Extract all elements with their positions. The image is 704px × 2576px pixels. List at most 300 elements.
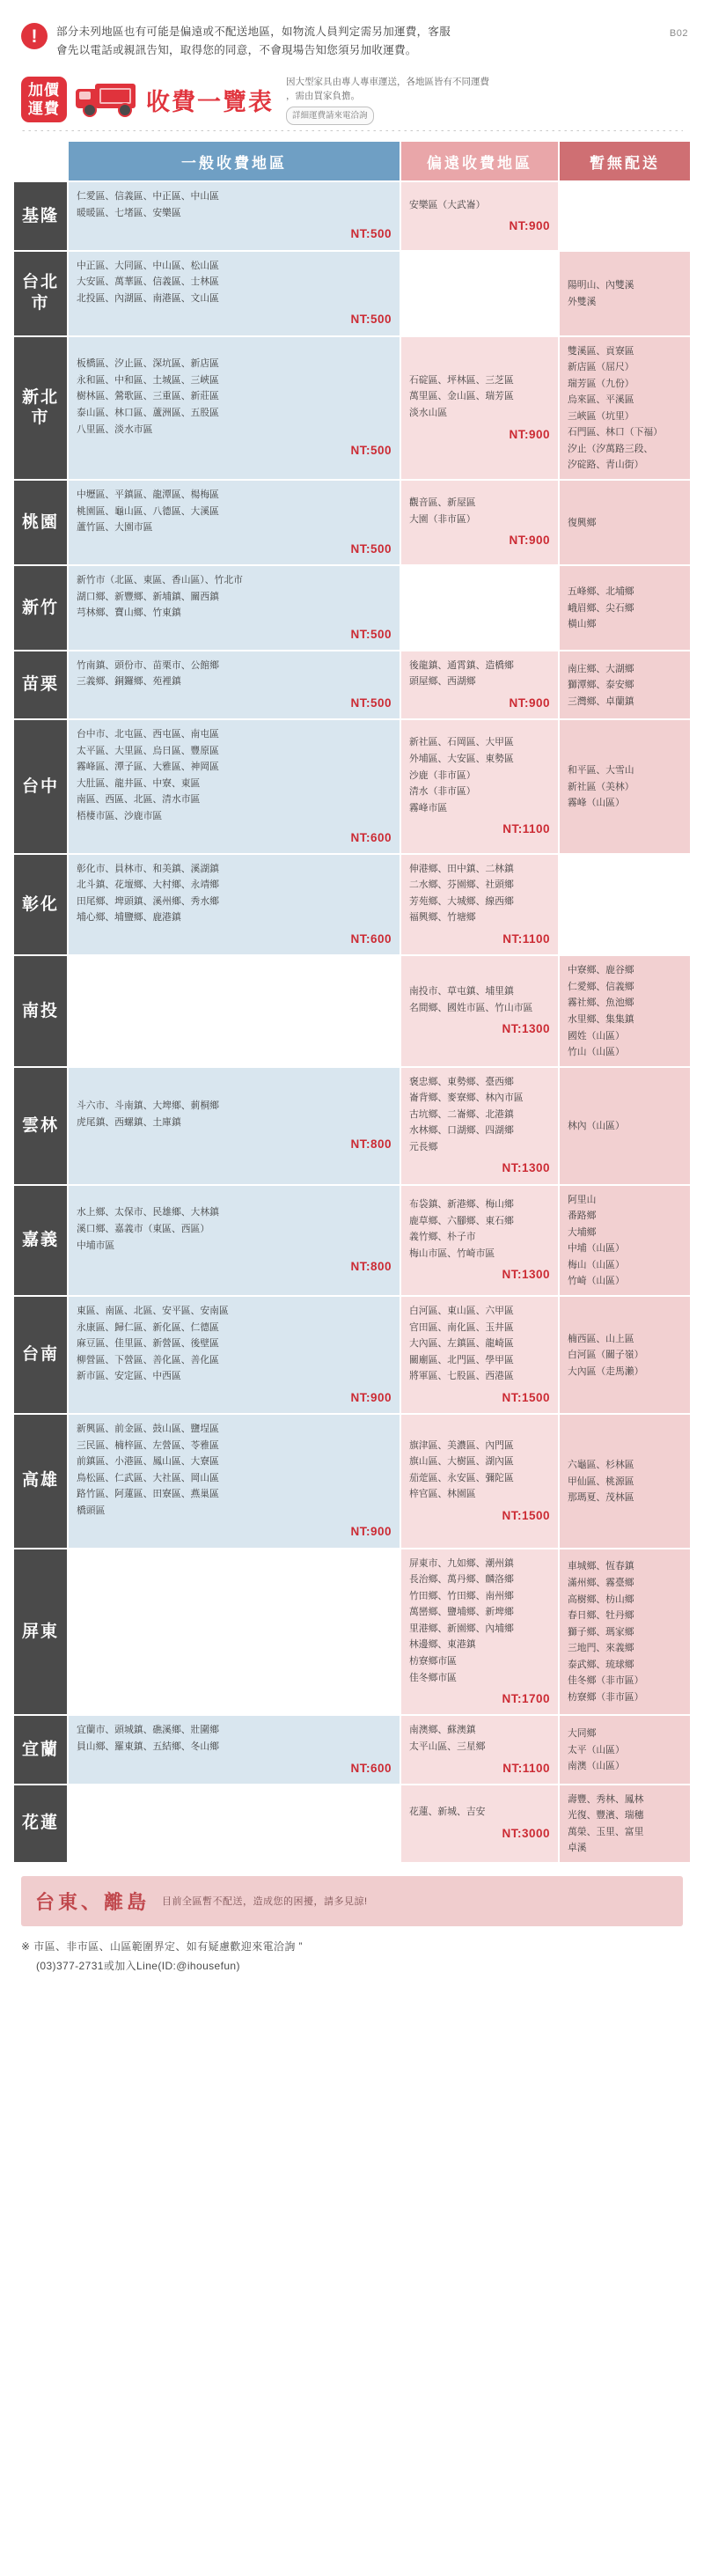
zone-area-line: 和平區、大雪山: [568, 765, 634, 776]
zone-area-line: 大內區（走馬瀨）: [568, 1365, 644, 1377]
zone-cell-c: [559, 1414, 691, 1549]
zone-area-line: 白河區、東山區、六甲區: [409, 1306, 514, 1317]
zone-area-line: 將軍區、七股區、西港區: [409, 1371, 514, 1382]
zone-area-line: 竹山（山區）: [568, 1047, 625, 1058]
delivery-truck-icon: [76, 80, 137, 119]
table-row: [13, 251, 691, 336]
city-label: 彰化: [13, 854, 68, 955]
zone-area-line: 五峰鄉、北埔鄉: [568, 586, 634, 598]
zone-area-line: 泰山區、林口區、蘆洲區、五股區: [77, 407, 219, 418]
zone-area-line: 大內區、左鎮區、龍崎區: [409, 1338, 514, 1350]
zone-area-list: [409, 197, 550, 214]
zone-area-line: 新店區（屈尺）: [568, 362, 634, 373]
zone-area-line: 伸港鄉、田中鎮、二林鎮: [409, 863, 514, 874]
zone-area-line: 壽豐、秀林、鳳林: [568, 1793, 644, 1805]
zone-area-line: 褒忠鄉、東勢鄉、臺西鄉: [409, 1076, 514, 1087]
notice-line-1: 部分未列地區也有可能是偏遠或不配送地區，如物流人員判定需另加運費，客服: [56, 26, 451, 38]
page-code: B02: [669, 28, 688, 39]
zone-area-line: 水上鄉、太保市、民雄鄉、大林鎮: [77, 1207, 219, 1218]
zone-area-line: 芎林鄉、寶山鄉、竹東鎮: [77, 607, 181, 619]
zone-area-line: 泰武鄉、琉球鄉: [568, 1659, 634, 1670]
zone-area-line: 南庄鄉、大湖鄉: [568, 663, 634, 674]
zone-cell-b: [400, 719, 559, 854]
zone-area-list: [568, 1192, 682, 1290]
zone-area-line: 二水鄉、芬園鄉、社頭鄉: [409, 880, 514, 891]
zone-area-line: 瑞芳區（九份）: [568, 378, 634, 389]
zone-area-line: 太平（山區）: [568, 1744, 625, 1755]
zone-price: NT:1100: [502, 932, 550, 946]
zone-area-line: 鳥松區、仁武區、大社區、岡山區: [77, 1472, 219, 1483]
zone-price: NT:900: [509, 696, 550, 710]
city-label: 桃園: [13, 480, 68, 565]
city-label: 台北市: [13, 251, 68, 336]
zone-area-list: [568, 962, 682, 1060]
city-label: 新北市: [13, 336, 68, 481]
city-label: 台中: [13, 719, 68, 854]
table-row: [13, 854, 691, 955]
zone-price: NT:1300: [502, 1022, 550, 1036]
zone-area-line: 路竹區、阿蓮區、田寮區、燕巢區: [77, 1489, 219, 1500]
zone-area-line: 永和區、中和區、土城區、三峽區: [77, 374, 219, 386]
zone-area-line: 外埔區、大安區、東勢區: [409, 754, 514, 765]
zone-area-list: [77, 188, 392, 221]
zone-area-line: 麻豆區、佳里區、新營區、後壁區: [77, 1338, 219, 1350]
zone-cell-a: [68, 1296, 400, 1414]
zone-cell-c: [559, 1785, 691, 1863]
zone-cell-a: [68, 1185, 400, 1296]
zone-price: NT:600: [350, 932, 392, 946]
zone-cell-c: [559, 336, 691, 481]
zone-area-line: 萬里區、金山區、瑞芳區: [409, 391, 514, 402]
zone-area-line: 梅山（山區）: [568, 1259, 625, 1270]
zone-area-line: 沙鹿（非市區）: [409, 769, 476, 781]
notice-text: [56, 23, 451, 61]
table-row: [13, 1785, 691, 1863]
zone-area-line: 旗津區、美濃區、內門區: [409, 1439, 514, 1451]
zone-cell-a: [68, 1067, 400, 1185]
table-row: [13, 719, 691, 854]
zone-area-line: 梅山市區、竹崎市區: [409, 1248, 495, 1259]
zone-area-line: 前鎮區、小港區、鳳山區、大寮區: [77, 1456, 219, 1468]
zone-cell-b: [400, 251, 559, 336]
zone-area-line: 仁愛鄉、信義鄉: [568, 981, 634, 992]
surcharge-badge: [21, 77, 67, 122]
zone-area-line: 阿里山: [568, 1194, 597, 1205]
zone-area-line: 三峽區（坑里）: [568, 410, 634, 422]
zone-area-line: 芳苑鄉、大城鄉、線西鄉: [409, 895, 514, 907]
zone-cell-a: [68, 854, 400, 955]
zone-area-list: [568, 584, 682, 633]
zone-area-line: 霧峰區、潭子區、大雅區、神岡區: [77, 762, 219, 773]
zone-area-line: 板橋區、汐止區、深坑區、新店區: [77, 358, 219, 370]
zone-cell-a: [68, 1715, 400, 1784]
zone-cell-c: [559, 1067, 691, 1185]
city-label: 台南: [13, 1296, 68, 1414]
zone-cell-b: [400, 955, 559, 1066]
zone-area-line: 台中市、北屯區、西屯區、南屯區: [77, 729, 219, 740]
zone-area-line: 鹿草鄉、六腳鄉、東石鄉: [409, 1215, 514, 1226]
header-general-area: 一般收費地區: [68, 141, 400, 181]
zone-area-line: 名間鄉、國姓市區、竹山市區: [409, 1002, 533, 1013]
zone-cell-b: [400, 1549, 559, 1716]
zone-cell-c: [559, 651, 691, 719]
zone-area-list: [77, 658, 392, 690]
zone-price: NT:900: [509, 534, 550, 548]
zone-area-line: 中正區、大同區、中山區、松山區: [77, 260, 219, 271]
zone-area-list: [409, 658, 550, 690]
zone-area-line: 新社區（美林）: [568, 781, 634, 792]
zone-cell-c: [559, 480, 691, 565]
city-label: 花蓮: [13, 1785, 68, 1863]
zone-area-line: 橫山鄉: [568, 619, 597, 630]
zone-area-line: 枋寮鄉市區: [409, 1656, 457, 1667]
zone-cell-c: [559, 565, 691, 651]
zone-area-line: 三民區、楠梓區、左營區、苓雅區: [77, 1439, 219, 1451]
zone-area-line: 元長鄉: [409, 1141, 438, 1152]
zone-cell-a: [68, 719, 400, 854]
city-label: 宜蘭: [13, 1715, 68, 1784]
table-row: [13, 651, 691, 719]
zone-area-list: [77, 1098, 392, 1130]
zone-cell-c: [559, 251, 691, 336]
zone-price: NT:900: [509, 219, 550, 233]
zone-area-list: [77, 1204, 392, 1254]
zone-price: NT:1300: [502, 1161, 550, 1175]
zone-price: NT:1500: [502, 1390, 550, 1404]
zone-area-line: 白河區（關子嶺）: [568, 1350, 644, 1361]
zone-area-line: 楠西區、山上區: [568, 1333, 634, 1344]
zone-area-list: [409, 1303, 550, 1385]
fee-table-head: [13, 141, 691, 181]
banner: [21, 75, 683, 126]
notice-line-2: 會先以電話或親訊告知，取得您的同意，不會現場告知您須另加收運費。: [56, 44, 417, 57]
table-header-row: [13, 141, 691, 181]
zone-area-line: 湖口鄉、新豐鄉、新埔鎮、關西鎮: [77, 591, 219, 602]
zone-cell-b: [400, 480, 559, 565]
zone-area-list: [568, 1457, 682, 1506]
zone-area-line: 樹林區、鶯歌區、三重區、新莊區: [77, 391, 219, 402]
zone-area-list: [568, 1118, 682, 1135]
zone-cell-c: [559, 955, 691, 1066]
zone-area-line: 屏東市、九如鄉、潮州鎮: [409, 1557, 514, 1569]
zone-area-line: 獅子鄉、瑪家鄉: [568, 1626, 634, 1638]
city-label: 苗栗: [13, 651, 68, 719]
zone-area-list: [409, 1556, 550, 1687]
zone-price: NT:800: [350, 1137, 392, 1151]
zone-price: NT:900: [350, 1390, 392, 1404]
zone-area-line: 國姓（山區）: [568, 1030, 625, 1041]
zone-cell-b: [400, 1785, 559, 1863]
zone-area-line: 竹田鄉、竹田鄉、南州鄉: [409, 1590, 514, 1601]
zone-cell-c: [559, 1296, 691, 1414]
zone-area-line: 里港鄉、新園鄉、內埔鄉: [409, 1623, 514, 1634]
zone-area-line: 林邊鄉、東港鎮: [409, 1639, 476, 1651]
zone-area-line: 桃園區、龜山區、八德區、大溪區: [77, 505, 219, 517]
zone-area-list: [409, 495, 550, 527]
zone-cell-a: [68, 251, 400, 336]
zone-area-line: 官田區、南化區、玉井區: [409, 1321, 514, 1333]
zone-area-line: 太平區、大里區、烏日區、豐原區: [77, 745, 219, 756]
zone-area-list: [409, 1196, 550, 1262]
zone-area-line: 宜蘭市、頭城鎮、礁溪鄉、壯圍鄉: [77, 1725, 219, 1736]
zone-cell-b: [400, 336, 559, 481]
zone-area-line: 清水（非市區）: [409, 786, 476, 798]
zone-area-list: [77, 572, 392, 622]
table-row: [13, 1715, 691, 1784]
table-row: [13, 1549, 691, 1716]
zone-area-line: 竹南鎮、頭份市、苗栗市、公館鄉: [77, 659, 219, 671]
zone-area-line: 南投市、草屯鎮、埔里鎮: [409, 986, 514, 997]
zone-area-list: [409, 1438, 550, 1503]
exclamation-icon: !: [21, 23, 48, 49]
zone-price: NT:900: [350, 1525, 392, 1539]
banner-subtitle: [286, 75, 489, 126]
zone-area-line: 觀音區、新屋區: [409, 497, 476, 509]
zone-area-line: 大安區、萬華區、信義區、士林區: [77, 276, 219, 288]
zone-area-line: 長治鄉、萬丹鄉、麟洛鄉: [409, 1574, 514, 1586]
zone-area-list: [568, 762, 682, 812]
zone-cell-b: [400, 854, 559, 955]
zone-area-line: 後龍鎮、通霄鎮、造橋鄉: [409, 659, 514, 671]
zone-area-line: 烏來區、平溪區: [568, 394, 634, 406]
zone-price: NT:800: [350, 1260, 392, 1274]
zone-price: NT:500: [350, 541, 392, 556]
zone-area-line: 旗山區、大樹區、湖內區: [409, 1456, 514, 1468]
zone-price: NT:1700: [502, 1692, 550, 1706]
zone-area-line: 枋寮鄉（非市區）: [568, 1691, 644, 1703]
zone-area-line: 暖暖區、七堵區、安樂區: [77, 207, 181, 218]
zone-area-line: 南區、西區、北區、清水市區: [77, 794, 201, 806]
zone-area-line: 淡水山區: [409, 407, 448, 418]
zone-area-line: 高樹鄉、枋山鄉: [568, 1593, 634, 1605]
city-label: 基隆: [13, 181, 68, 250]
zone-price: NT:500: [350, 313, 392, 327]
zone-area-list: [77, 356, 392, 438]
zone-area-line: 柳營區、下營區、善化區、善化區: [77, 1354, 219, 1365]
zone-area-line: 那瑪夏、茂林區: [568, 1492, 634, 1504]
zone-area-line: 大肚區、龍井區、中寮、東區: [77, 777, 201, 789]
zone-area-list: [568, 1558, 682, 1705]
zone-area-line: 汐碇路、青山街）: [568, 460, 644, 471]
zone-cell-b: [400, 651, 559, 719]
zone-area-line: 大園（非市區）: [409, 513, 476, 525]
zone-area-line: 佳冬鄉市區: [409, 1672, 457, 1683]
zone-price: NT:1100: [502, 1761, 550, 1775]
zone-price: NT:500: [350, 444, 392, 458]
zone-area-line: 汐止（汐萬路三段、: [568, 443, 654, 454]
zone-area-line: 義竹鄉、朴子市: [409, 1232, 476, 1243]
zone-cell-c: [559, 181, 691, 250]
zone-area-line: 中埔市區: [77, 1240, 115, 1251]
city-label: 屏東: [13, 1549, 68, 1716]
zone-area-line: 霧峰市區: [409, 802, 448, 813]
zone-area-list: [77, 1303, 392, 1385]
zone-area-list: [409, 1074, 550, 1156]
contact-line-2[interactable]: (03)377-2731或加入Line(ID:@ihousefun): [36, 1960, 240, 1973]
zone-price: NT:1500: [502, 1508, 550, 1522]
zone-area-line: 八里區、淡水市區: [77, 423, 153, 435]
zone-area-line: 佳冬鄉（非市區）: [568, 1675, 644, 1687]
zone-cell-a: [68, 181, 400, 250]
zone-area-line: 虎尾鎮、西螺鎮、土庫鎮: [77, 1117, 181, 1129]
zone-area-line: 大同鄉: [568, 1728, 597, 1740]
city-label: 南投: [13, 955, 68, 1066]
zone-area-line: 霧社鄉、魚池鄉: [568, 997, 634, 1009]
zone-area-line: 布袋鎮、新港鄉、梅山鄉: [409, 1199, 514, 1211]
zone-cell-c: [559, 1549, 691, 1716]
zone-area-line: 大埔鄉: [568, 1226, 597, 1238]
zone-area-list: [568, 515, 682, 532]
zone-area-line: 滿州鄉、霧臺鄉: [568, 1578, 634, 1589]
zone-area-line: 車城鄉、恆春鎮: [568, 1561, 634, 1572]
zone-price: NT:3000: [502, 1827, 550, 1841]
banner-sub-line-1: 因大型家具由專人專車運送，各地區皆有不同運費: [286, 76, 489, 87]
zone-cell-c: [559, 854, 691, 955]
table-row: [13, 1067, 691, 1185]
zone-area-line: 新社區、石岡區、大甲區: [409, 737, 514, 748]
city-label: 新竹: [13, 565, 68, 651]
zone-area-line: 茄萣區、永安區、彌陀區: [409, 1472, 514, 1483]
zone-area-line: 北斗鎮、花壇鄉、大村鄉、永靖鄉: [77, 880, 219, 891]
zone-cell-c: [559, 1715, 691, 1784]
zone-price: NT:600: [350, 1761, 392, 1775]
zone-area-list: [568, 1792, 682, 1857]
zone-area-line: 中壢區、平鎮區、龍潭區、楊梅區: [77, 489, 219, 501]
zone-area-list: [409, 372, 550, 422]
zone-cell-c: [559, 719, 691, 854]
table-row: [13, 1185, 691, 1296]
zone-cell-b: [400, 1185, 559, 1296]
zone-area-line: 彰化市、員林市、和美鎮、溪湖鎮: [77, 863, 219, 874]
divider-dots: [21, 130, 683, 131]
city-label: 高雄: [13, 1414, 68, 1549]
zone-area-line: 仁愛區、信義區、中正區、中山區: [77, 191, 219, 202]
zone-area-line: 萬巒鄉、鹽埔鄉、新埤鄉: [409, 1607, 514, 1618]
zone-cell-a: [68, 480, 400, 565]
zone-area-line: 古坑鄉、二崙鄉、北港鎮: [409, 1108, 514, 1120]
zone-area-line: 斗六市、斗南鎮、大埤鄉、莿桐鄉: [77, 1100, 219, 1112]
zone-area-list: [568, 1331, 682, 1380]
zone-area-line: 石門區、林口（下福）: [568, 427, 663, 438]
zone-price: NT:1100: [502, 822, 550, 836]
zone-area-line: 溪口鄉、嘉義市（東區、西區）: [77, 1223, 210, 1234]
zone-area-line: 竹崎（山區）: [568, 1276, 625, 1287]
zone-area-list: [409, 1804, 550, 1821]
table-row: [13, 1296, 691, 1414]
zone-area-line: 霧峰（山區）: [568, 798, 625, 809]
zone-area-line: 東區、南區、北區、安平區、安南區: [77, 1306, 229, 1317]
city-label: 雲林: [13, 1067, 68, 1185]
zone-area-line: 春日鄉、牡丹鄉: [568, 1610, 634, 1622]
zone-area-line: 安樂區（大武崙）: [409, 199, 486, 210]
zone-area-line: 太平山區、三星鄉: [409, 1741, 486, 1752]
zone-area-line: 三義鄉、銅鑼鄉、苑裡鎮: [77, 676, 181, 688]
outlying-islands-footer: [21, 1876, 683, 1926]
zone-area-line: 田尾鄉、埤頭鎮、溪州鄉、秀水鄉: [77, 895, 219, 907]
table-row: [13, 336, 691, 481]
zone-area-line: 新興區、前金區、鼓山區、鹽埕區: [77, 1424, 219, 1435]
zone-area-line: 三地門、來義鄉: [568, 1643, 634, 1654]
zone-area-line: 梓官區、林園區: [409, 1489, 476, 1500]
zone-cell-b: [400, 181, 559, 250]
header-no-delivery: 暫無配送: [559, 141, 691, 181]
fee-table: [12, 140, 692, 1864]
zone-area-line: 橋頭區: [77, 1505, 106, 1516]
zone-area-line: 新市區、安定區、中西區: [77, 1371, 181, 1382]
header-blank: [13, 141, 68, 181]
zone-area-list: [568, 661, 682, 710]
zone-area-line: 中埔（山區）: [568, 1243, 625, 1255]
zone-cell-b: [400, 1715, 559, 1784]
city-label: 嘉義: [13, 1185, 68, 1296]
zone-area-line: 獅潭鄉、泰安鄉: [568, 680, 634, 691]
zone-area-line: 光復、豐濱、瑞穗: [568, 1810, 644, 1822]
zone-area-list: [77, 1722, 392, 1755]
zone-price: NT:500: [350, 696, 392, 710]
zone-cell-c: [559, 1185, 691, 1296]
zone-area-line: 三灣鄉、卓蘭鎮: [568, 696, 634, 707]
zone-area-line: 雙溪區、貢寮區: [568, 345, 634, 357]
zone-cell-b: [400, 1414, 559, 1549]
zone-area-list: [77, 861, 392, 926]
notice-block: [21, 23, 683, 61]
table-row: [13, 181, 691, 250]
zone-area-line: 南澳鄉、蘇澳鎮: [409, 1725, 476, 1736]
zone-area-line: 外雙溪: [568, 296, 597, 307]
zone-area-line: 番路鄉: [568, 1211, 597, 1222]
zone-cell-a: [68, 336, 400, 481]
zone-cell-a: [68, 1785, 400, 1863]
inquiry-pill[interactable]: 詳細運費請來電洽詢: [286, 107, 374, 125]
zone-cell-a: [68, 1549, 400, 1716]
zone-area-line: 水林鄉、口湖鄉、四湖鄉: [409, 1125, 514, 1137]
zone-area-line: 福興鄉、竹塘鄉: [409, 912, 476, 924]
zone-area-line: 新竹市（北區、東區、香山區）、竹北市: [77, 574, 243, 585]
badge-line-1: 加價: [28, 82, 60, 99]
zone-cell-a: [68, 1414, 400, 1549]
zone-area-line: 北投區、內湖區、南港區、文山區: [77, 292, 219, 304]
fee-table-body: [13, 181, 691, 1863]
zone-area-list: [409, 1722, 550, 1755]
zone-cell-a: [68, 565, 400, 651]
zone-area-list: [77, 487, 392, 536]
zone-area-list: [409, 861, 550, 926]
zone-price: NT:500: [350, 627, 392, 641]
zone-cell-b: [400, 565, 559, 651]
contact-block: [21, 1937, 683, 1976]
zone-area-list: [77, 258, 392, 307]
zone-area-line: 萬榮、玉里、富里: [568, 1826, 644, 1837]
zone-price: NT:1300: [502, 1268, 550, 1282]
table-row: [13, 955, 691, 1066]
zone-area-list: [568, 277, 682, 310]
zone-area-line: 峨眉鄉、尖石鄉: [568, 602, 634, 614]
zone-cell-b: [400, 1296, 559, 1414]
zone-area-line: 復興鄉: [568, 517, 597, 528]
zone-area-list: [409, 983, 550, 1016]
zone-area-line: 員山鄉、羅東鎮、五結鄉、冬山鄉: [77, 1741, 219, 1752]
zone-area-line: 頭屋鄉、西湖鄉: [409, 676, 476, 688]
table-row: [13, 565, 691, 651]
zone-area-line: 花蓮、新城、吉安: [409, 1807, 486, 1818]
zone-area-line: 中寮鄉、鹿谷鄉: [568, 965, 634, 976]
zone-area-line: 蘆竹區、大園市區: [77, 522, 153, 534]
zone-area-line: 水里鄉、集集鎮: [568, 1013, 634, 1025]
zone-area-list: [568, 1726, 682, 1775]
zone-area-line: 陽明山、內雙溪: [568, 280, 634, 291]
footer-note: 目前全區暫不配送，造成您的困擾，請多見諒!: [162, 1896, 368, 1908]
zone-area-line: 崙背鄉、麥寮鄉、林內市區: [409, 1093, 524, 1104]
